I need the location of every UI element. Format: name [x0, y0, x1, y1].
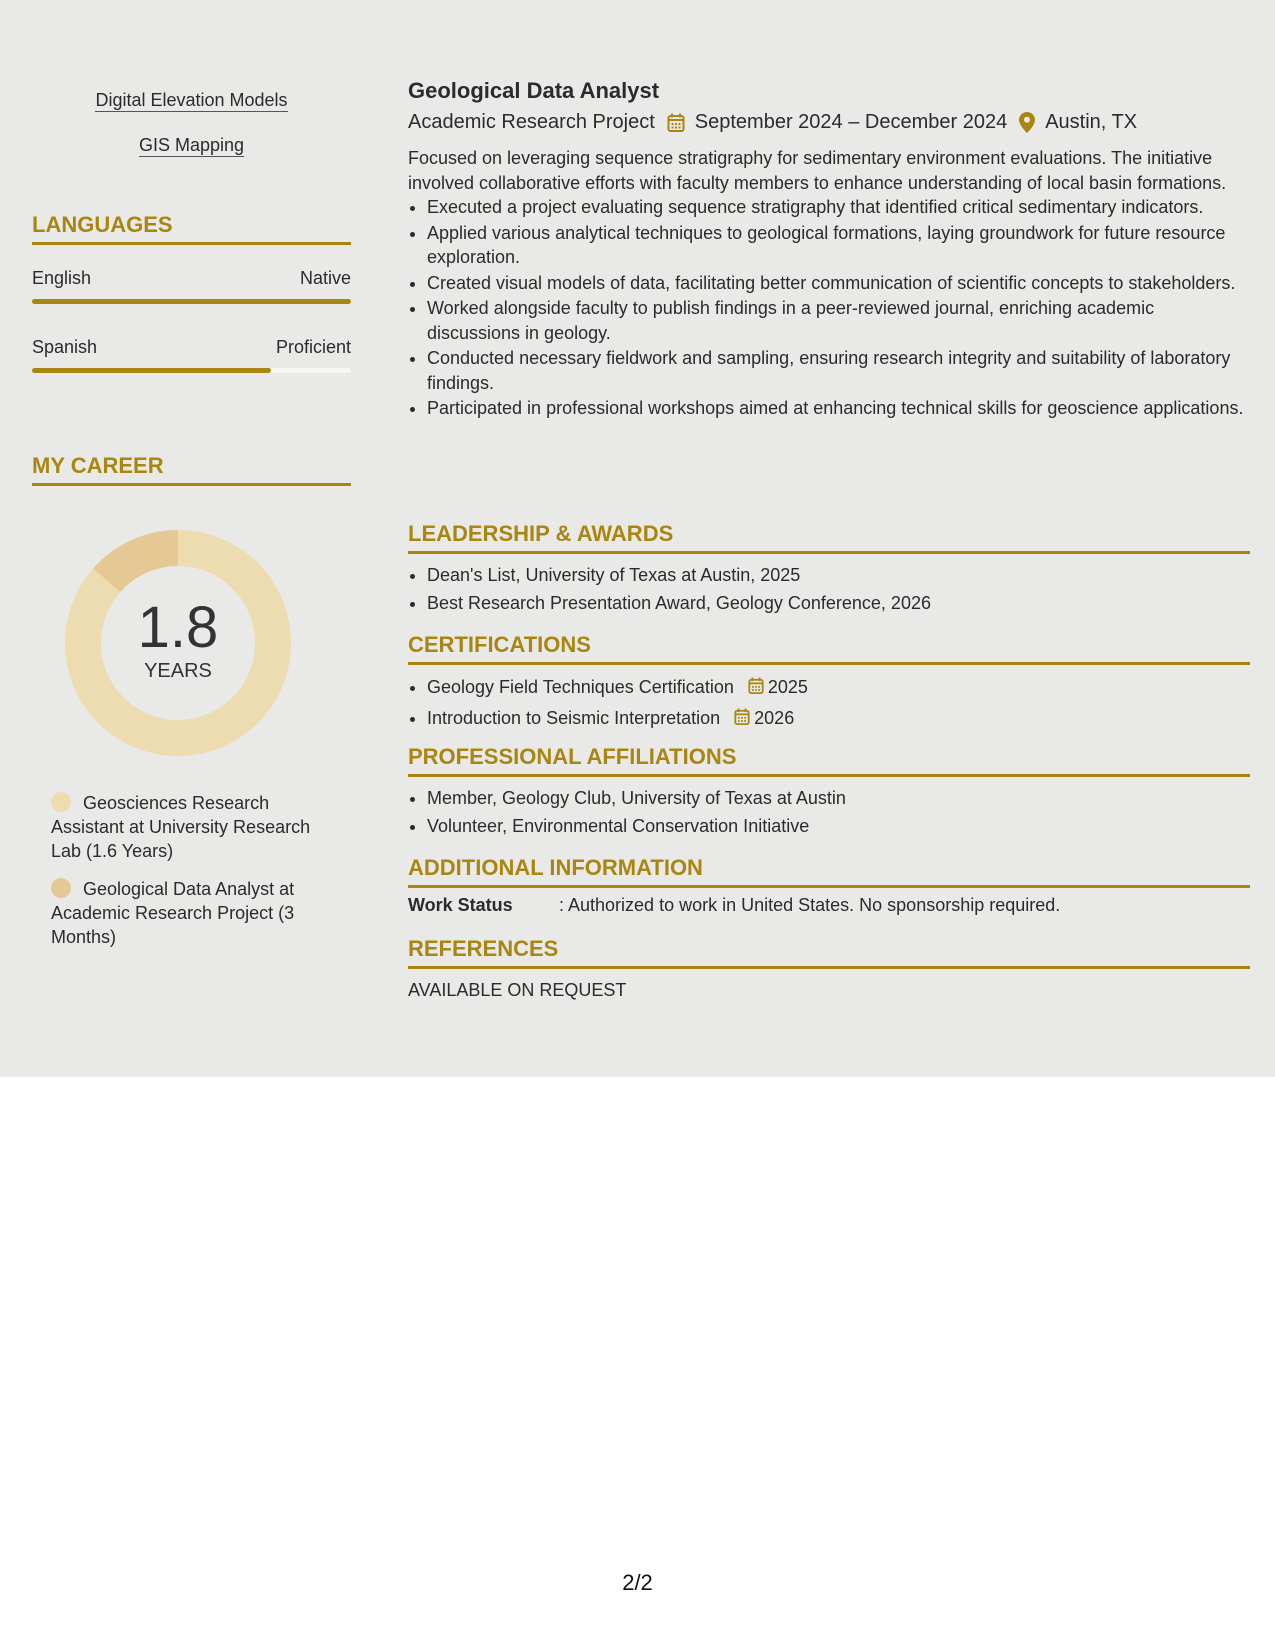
certifications-list: [408, 673, 1250, 735]
list-item: • Worked alongside faculty to publish findings in a peer-reviewed journal, enriching academic discussions in geology.: [427, 296, 1250, 345]
calendar-icon: [667, 113, 685, 133]
list-item: • Best Research Presentation Award, Geology Conference, 2026: [427, 590, 1250, 617]
job-bullets: [408, 195, 1250, 421]
donut-center: [65, 530, 291, 756]
job-meta: [408, 111, 1137, 134]
career-total: 1.8: [137, 594, 219, 660]
legend-label: Geological Data Analyst at Academic Research Project (3 Months): [51, 879, 295, 947]
references-heading: REFERENCES: [408, 936, 1250, 969]
work-status-value: : Authorized to work in United States. No sponsorship required.: [559, 895, 1061, 915]
skill-label: Digital Elevation Models: [95, 90, 288, 110]
legend-dot: [51, 792, 71, 812]
language-name: English: [32, 268, 92, 288]
list-item: • Member, Geology Club, University of Texas at Austin: [427, 785, 1250, 812]
career-legend-item: [51, 791, 341, 863]
awards-heading: LEADERSHIP & AWARDS: [408, 521, 1250, 554]
job-location: Austin, TX: [1045, 111, 1138, 133]
page-number: 2/2: [622, 1570, 653, 1595]
career-donut-chart: [65, 530, 291, 756]
legend-label: Geosciences Research Assistant at University Research Lab (1.6 Years): [51, 793, 311, 861]
career-unit: YEARS: [144, 659, 212, 682]
list-item: • Conducted necessary fieldwork and sampling, ensuring research integrity and suitability of laboratory findings.: [427, 346, 1250, 395]
list-item: • Participated in professional workshops aimed at enhancing technical skills for geoscience applications.: [427, 396, 1250, 421]
list-item: [427, 704, 1250, 734]
list-item: • Created visual models of data, facilitating better communication of scientific concepts to stakeholders.: [427, 271, 1250, 296]
references-text: AVAILABLE ON REQUEST: [408, 980, 627, 1000]
career-legend-item: [51, 877, 341, 949]
job-summary: Focused on leveraging sequence stratigraphy for sedimentary environment evaluations. The initiative involved collaborative efforts with faculty members to enhance understanding of local basin formations.: [408, 148, 1227, 193]
work-status-row: [408, 895, 1250, 916]
work-status-label: Work Status: [408, 895, 513, 915]
skill-tag: [32, 134, 351, 156]
cert-year: 2026: [754, 708, 795, 728]
skill-tag: [32, 89, 351, 111]
language-bar: [32, 368, 351, 373]
languages-heading: LANGUAGES: [32, 212, 351, 245]
language-name: Spanish: [32, 337, 98, 357]
language-row: [32, 268, 351, 289]
awards-list: [408, 562, 1250, 618]
language-bar: [32, 299, 351, 304]
list-item: • Executed a project evaluating sequence stratigraphy that identified critical sedimentary indicators.: [427, 195, 1250, 220]
language-bar-fill: [32, 299, 351, 304]
job-description: [408, 146, 1250, 422]
language-level: Proficient: [275, 337, 351, 357]
list-item: • Applied various analytical techniques to geological formations, laying groundwork for future resource exploration.: [427, 221, 1250, 270]
language-bar-fill: [32, 368, 271, 373]
legend-dot: [51, 878, 71, 898]
certifications-heading: CERTIFICATIONS: [408, 632, 1250, 665]
job-org: Academic Research Project: [408, 111, 655, 133]
calendar-icon: [734, 706, 750, 734]
job-title: Geological Data Analyst: [408, 78, 660, 103]
language-row: [32, 337, 351, 358]
language-level: Native: [299, 268, 351, 288]
additional-info-heading: ADDITIONAL INFORMATION: [408, 855, 1250, 888]
affiliations-list: [408, 785, 1250, 841]
map-pin-icon: [1019, 112, 1035, 133]
list-item: • Dean's List, University of Texas at Austin, 2025: [427, 562, 1250, 589]
cert-year: 2025: [767, 677, 808, 697]
affiliations-heading: PROFESSIONAL AFFILIATIONS: [408, 744, 1250, 777]
cert-name: Introduction to Seismic Interpretation: [427, 708, 721, 728]
calendar-icon: [748, 675, 764, 703]
career-heading: MY CAREER: [32, 453, 351, 486]
skill-label: GIS Mapping: [138, 135, 245, 155]
job-dates: September 2024 – December 2024: [694, 111, 1008, 133]
cert-name: Geology Field Techniques Certification: [427, 677, 734, 697]
list-item: • Volunteer, Environmental Conservation Initiative: [427, 813, 1250, 840]
list-item: [427, 673, 1250, 703]
